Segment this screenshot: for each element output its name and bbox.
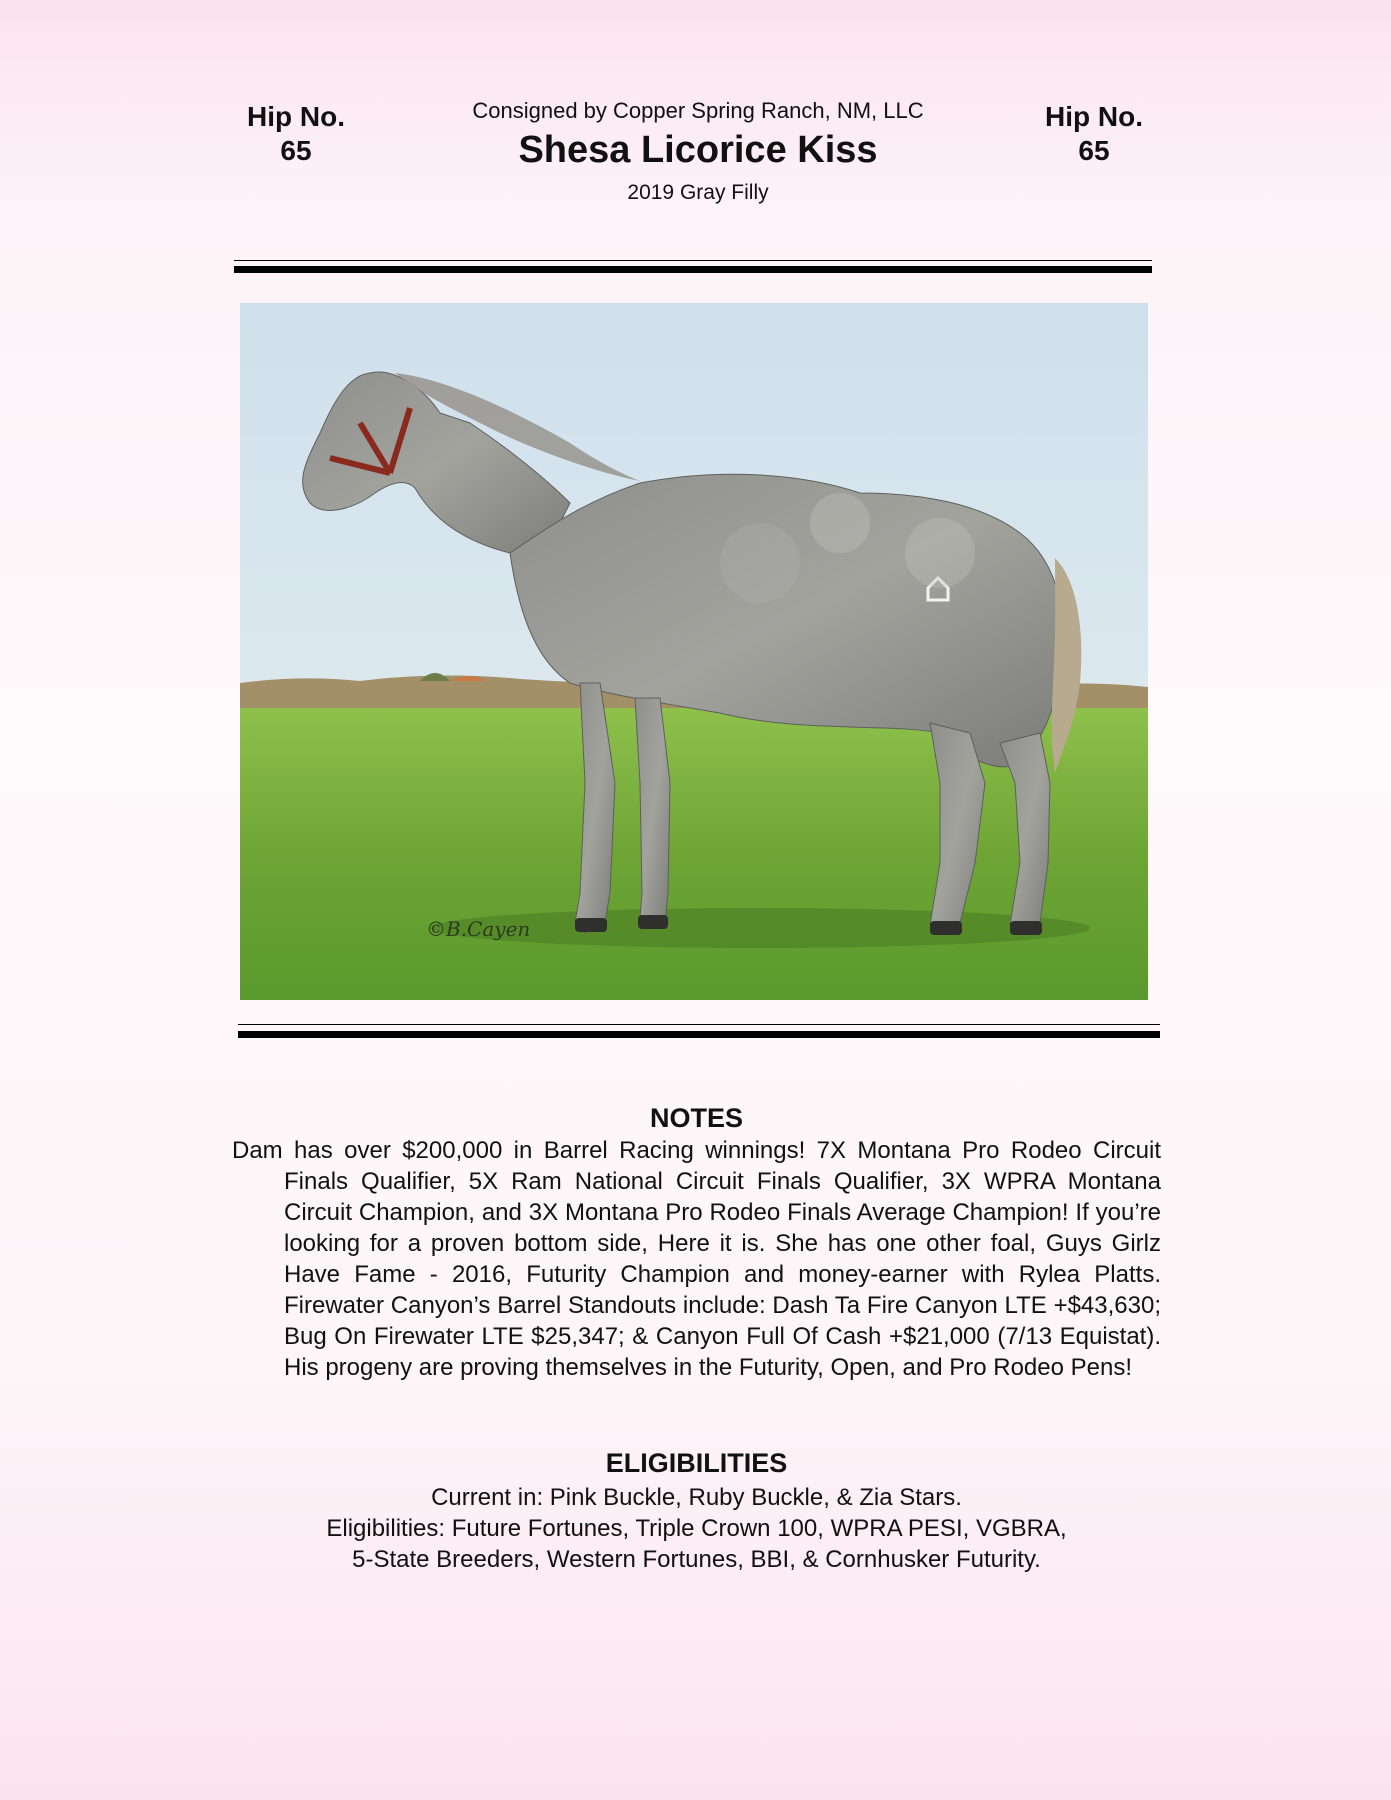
- horse-photo: [240, 303, 1148, 1000]
- notes-body: Dam has over $200,000 in Barrel Racing winnings! 7X Montana Pro Rodeo Circuit Finals Qualifier, 5X Ram National Circuit Finals Qualifier, 3X WPRA Montana Circuit Champion, and 3X Montana Pro Rodeo Finals Average Champion! If you’re looking for a proven bottom side, Here it is. She has one other foal, Guys Girlz Have Fame - 2016, Futurity Champion and money-earner with Rylea Platts. Firewater Canyon’s Barrel Standouts include: Dash Ta Fire Canyon LTE +$43,630; Bug On Firewater LTE $25,347; & Canyon Full Of Cash +$21,000 (7/13 Equistat). His progeny are proving themselves in the Futurity, Open, and Pro Rodeo Pens!: [232, 1137, 1161, 1381]
- hip-label-right: Hip No.: [1045, 101, 1143, 132]
- top-divider-thin: [234, 260, 1152, 261]
- photo-credit: ©B.Cayen: [426, 917, 531, 941]
- catalog-header: [400, 96, 996, 208]
- horse-name: Shesa Licorice Kiss: [518, 129, 878, 171]
- top-divider-thick: [234, 266, 1152, 273]
- eligibilities-line: Eligibilities: Future Fortunes, Triple Crown 100, WPRA PESI, VGBRA,: [326, 1515, 1067, 1542]
- eligibilities-line: 5-State Breeders, Western Fortunes, BBI, & Cornhusker Futurity.: [352, 1546, 1041, 1573]
- eligibilities-line: Current in: Pink Buckle, Ruby Buckle, & Zia Stars.: [431, 1484, 962, 1511]
- hip-number-left: [226, 100, 366, 168]
- bottom-divider-thick: [238, 1031, 1160, 1038]
- consignor: Consigned by Copper Spring Ranch, NM, LLC: [472, 98, 924, 123]
- hip-value-right: 65: [1078, 135, 1110, 166]
- eligibilities-body: [232, 1482, 1161, 1575]
- horse-description: 2019 Gray Filly: [627, 181, 769, 204]
- bottom-divider-thin: [238, 1024, 1160, 1025]
- eligibilities-title: ELIGIBILITIES: [605, 1448, 788, 1478]
- notes-title: NOTES: [649, 1103, 743, 1133]
- hip-number-right: [1024, 100, 1164, 168]
- hip-label-left: Hip No.: [247, 101, 345, 132]
- hip-value-left: 65: [280, 135, 312, 166]
